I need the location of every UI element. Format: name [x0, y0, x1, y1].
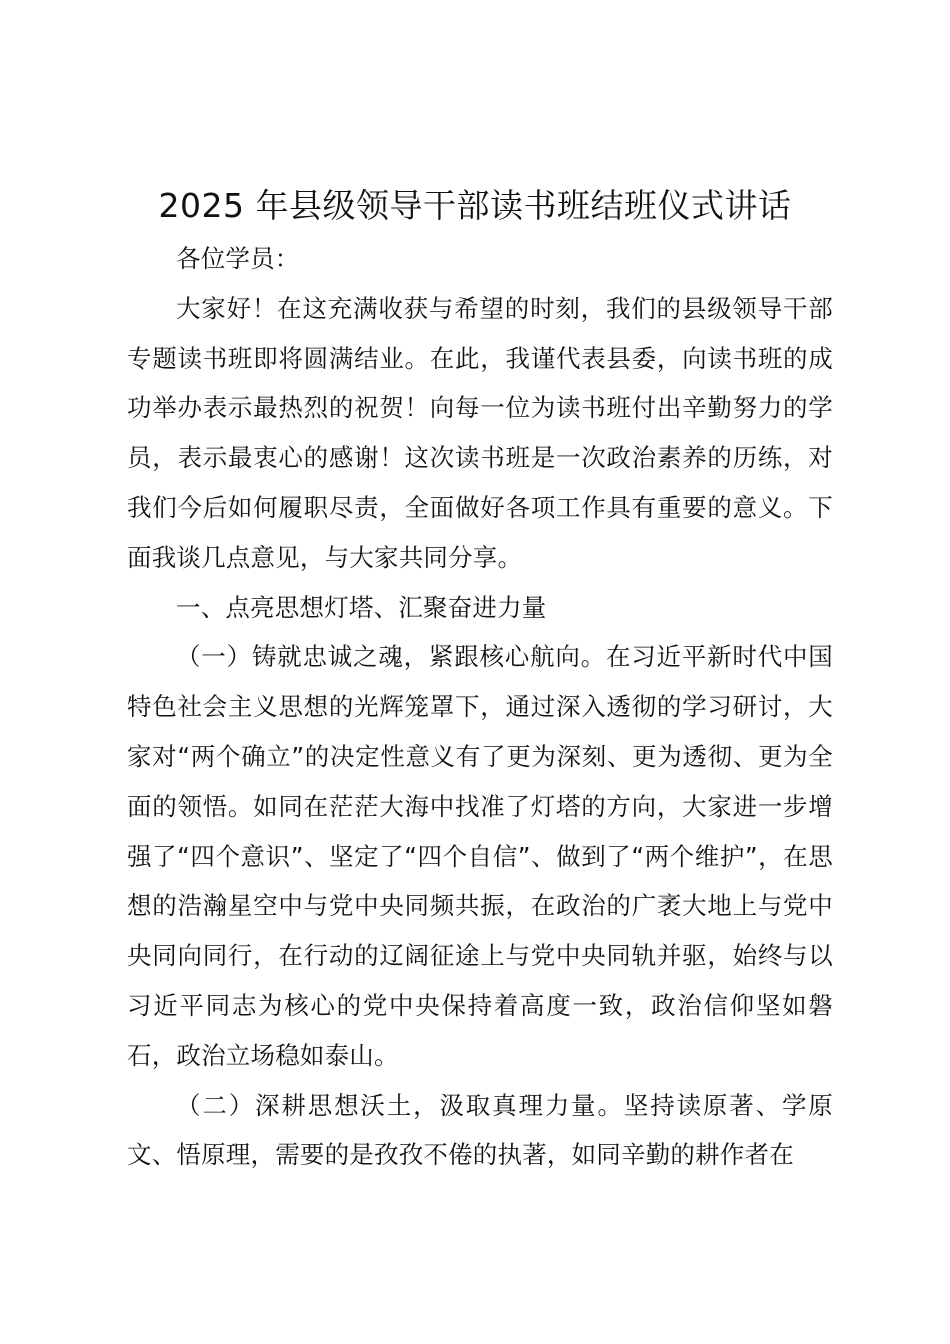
paragraph-opening: 大家好！在这充满收获与希望的时刻，我们的县级领导干部专题读书班即将圆满结业。在此，我谨代表县委，向读书班的成功举办表示最热烈的祝贺！向每一位为读书班付出辛勤努力的学员，表示最衷心的感谢！这次读书班是一次政治素养的历练，对我们今后如何履职尽责，全面做好各项工作具有重要的意义。下面我谈几点意见，与大家共同分享。: [127, 293, 833, 572]
paragraph-subsection-2: （二）深耕思想沃土，汲取真理力量。坚持读原著、学原文、悟原理，需要的是孜孜不倦的执著，如同辛勤的耕作者在: [127, 1090, 833, 1170]
paragraph-subsection-1: （一）铸就忠诚之魂，紧跟核心航向。在习近平新时代中国特色社会主义思想的光辉笼罩下，通过深入透彻的学习研讨，大家对“两个确立”的决定性意义有了更为深刻、更为透彻、更为全面的领悟。如同在茫茫大海中找准了灯塔的方向，大家进一步增强了“四个意识”、坚定了“四个自信”、做到了“两个维护”，在思想的浩瀚星空中与党中央同频共振，在政治的广袤大地上与党中央同向同行，在行动的辽阔征途上与党中央同轨并驱，始终与以习近平同志为核心的党中央保持着高度一致，政治信仰坚如磐石，政治立场稳如泰山。: [127, 642, 833, 1070]
document-title: 2025 年县级领导干部读书班结班仪式讲话: [158, 186, 792, 225]
document-body: [127, 234, 833, 1180]
salutation: 各位学员：: [176, 244, 300, 273]
section-heading-1: 一、点亮思想灯塔、汇聚奋进力量: [176, 592, 547, 622]
